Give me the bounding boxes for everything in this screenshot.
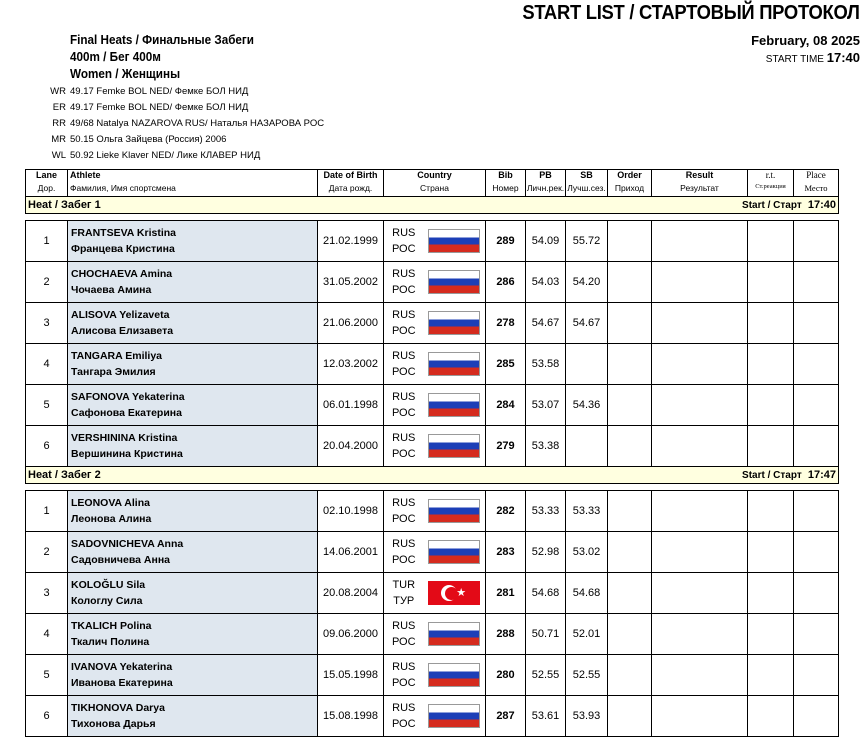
personal-best: 54.68	[526, 573, 566, 614]
col-athlete-ru: Фамилия, Имя спортсмена	[68, 183, 318, 197]
bib-number: 286	[486, 262, 526, 303]
col-dob: Date of Birth	[318, 170, 384, 184]
reaction-time-cell	[748, 221, 794, 262]
country-flag	[424, 303, 486, 344]
reaction-time-cell	[748, 303, 794, 344]
russia-flag-icon	[428, 352, 480, 376]
date-of-birth: 20.04.2000	[318, 426, 384, 467]
place-cell	[794, 532, 839, 573]
order-cell	[608, 303, 652, 344]
country-flag	[424, 532, 486, 573]
lane-number: 4	[26, 614, 68, 655]
athlete-row	[26, 426, 839, 467]
date-of-birth: 14.06.2001	[318, 532, 384, 573]
col-athlete: Athlete	[68, 170, 318, 184]
athlete-name-ru: Алисова Елизавета	[71, 325, 174, 337]
season-best: 55.72	[566, 221, 608, 262]
heat-header	[26, 197, 839, 214]
record-code: WR	[50, 86, 66, 97]
event-discipline: 400m / Бег 400м	[70, 49, 161, 64]
col-sb-ru: Лучш.сез.	[566, 183, 608, 197]
personal-best: 53.33	[526, 491, 566, 532]
personal-best: 54.03	[526, 262, 566, 303]
country-code-ru: РОС	[391, 513, 416, 525]
place-cell	[794, 221, 839, 262]
russia-flag-icon	[428, 704, 480, 728]
date-of-birth: 15.08.1998	[318, 696, 384, 737]
athlete-name-ru: Леонова Алина	[71, 513, 152, 525]
record-code: RR	[52, 118, 66, 129]
reaction-time-cell	[748, 344, 794, 385]
event-round: Final Heats / Финальные Забеги	[70, 32, 255, 47]
bib-number: 282	[486, 491, 526, 532]
order-cell	[608, 532, 652, 573]
start-time-label: START TIME	[765, 54, 824, 65]
lane-number: 3	[26, 573, 68, 614]
col-rt-ru: Ст.реакция	[748, 183, 794, 197]
result-cell	[652, 655, 748, 696]
event-info	[70, 31, 254, 82]
heat-label: Heat / Забег 1	[26, 197, 652, 214]
athlete-name	[68, 573, 318, 614]
country-code-en: RUS	[392, 702, 416, 714]
col-order: Order	[608, 170, 652, 184]
country-code-ru: РОС	[391, 407, 416, 419]
lane-number: 1	[26, 491, 68, 532]
season-best: 52.55	[566, 655, 608, 696]
col-place: Place	[794, 170, 839, 184]
country-code-en: RUS	[392, 497, 416, 509]
athlete-row	[26, 491, 839, 532]
date-of-birth: 21.06.2000	[318, 303, 384, 344]
col-pb-ru: Личн.рек.	[526, 183, 566, 197]
col-country: Country	[384, 170, 486, 184]
athlete-name	[68, 262, 318, 303]
reaction-time-cell	[748, 262, 794, 303]
country-code-en: RUS	[392, 620, 416, 632]
personal-best: 53.38	[526, 426, 566, 467]
place-cell	[794, 426, 839, 467]
athlete-name-ru: Ткалич Полина	[71, 636, 150, 648]
personal-best: 54.67	[526, 303, 566, 344]
country-code-en: RUS	[392, 391, 416, 403]
result-cell	[652, 614, 748, 655]
lane-number: 4	[26, 344, 68, 385]
russia-flag-icon	[428, 499, 480, 523]
heat-header	[26, 467, 839, 484]
col-lane-ru: Дор.	[26, 183, 68, 197]
result-cell	[652, 426, 748, 467]
athlete-name-ru: Францева Кристина	[71, 243, 175, 255]
country-code-en: RUS	[392, 538, 416, 550]
season-best: 52.01	[566, 614, 608, 655]
lane-number: 2	[26, 262, 68, 303]
date-of-birth: 09.06.2000	[318, 614, 384, 655]
record-text: 49.17 Femke BOL NED/ Фемке БОЛ НИД	[70, 102, 249, 113]
heat-spacer	[26, 484, 839, 491]
athlete-name-ru: Чочаева Амина	[71, 284, 152, 296]
athlete-row	[26, 303, 839, 344]
heat-start-time: 17:40	[807, 199, 836, 211]
athlete-name	[68, 426, 318, 467]
athlete-name-ru: Садовничева Анна	[71, 554, 170, 566]
col-result-ru: Результат	[652, 183, 748, 197]
athlete-name-en: VERSHININA Kristina	[71, 432, 178, 444]
country-code	[384, 532, 424, 573]
result-cell	[652, 696, 748, 737]
russia-flag-icon	[428, 622, 480, 646]
result-cell	[652, 344, 748, 385]
event-date: February, 08 2025	[751, 33, 860, 48]
country-code-en: RUS	[392, 432, 416, 444]
reaction-time-cell	[748, 655, 794, 696]
record-text: 50.92 Lieke Klaver NED/ Лике КЛАВЕР НИД	[70, 150, 261, 161]
athlete-name-ru: Вершинина Кристина	[71, 448, 183, 460]
date-of-birth: 02.10.1998	[318, 491, 384, 532]
heat-spacer	[26, 214, 839, 221]
country-flag	[424, 262, 486, 303]
lane-number: 6	[26, 426, 68, 467]
record-text: 50.15 Ольга Зайцева (Россия) 2006	[70, 134, 227, 145]
athlete-name	[68, 491, 318, 532]
athlete-name-en: LEONOVA Alina	[71, 497, 150, 509]
bib-number: 289	[486, 221, 526, 262]
athlete-name-en: FRANTSEVA Kristina	[71, 227, 177, 239]
athlete-name-ru: Сафонова Екатерина	[71, 407, 182, 419]
spacer-cell	[26, 484, 839, 491]
start-time	[766, 50, 860, 65]
personal-best: 53.61	[526, 696, 566, 737]
col-pb: PB	[526, 170, 566, 184]
country-code-en: RUS	[392, 268, 416, 280]
result-cell	[652, 262, 748, 303]
record-text: 49.17 Femke BOL NED/ Фемке БОЛ НИД	[70, 86, 249, 97]
athlete-name-en: TIKHONOVA Darya	[71, 702, 165, 714]
athlete-name-ru: Иванова Екатерина	[71, 677, 173, 689]
heat-start	[652, 197, 839, 214]
order-cell	[608, 385, 652, 426]
country-code	[384, 573, 424, 614]
spacer-cell	[26, 214, 839, 221]
personal-best: 52.55	[526, 655, 566, 696]
athlete-name	[68, 303, 318, 344]
country-code-en: RUS	[392, 661, 416, 673]
heat-start-label: Start / Старт	[742, 470, 802, 481]
place-cell	[794, 696, 839, 737]
result-cell	[652, 303, 748, 344]
lane-number: 5	[26, 385, 68, 426]
athlete-name	[68, 655, 318, 696]
country-flag	[424, 221, 486, 262]
order-cell	[608, 573, 652, 614]
reaction-time-cell	[748, 614, 794, 655]
date-of-birth: 15.05.1998	[318, 655, 384, 696]
record-code: WL	[51, 150, 66, 161]
country-code	[384, 426, 424, 467]
heat-start-label: Start / Старт	[742, 200, 802, 211]
bib-number: 284	[486, 385, 526, 426]
country-code	[384, 655, 424, 696]
athlete-row	[26, 614, 839, 655]
country-flag	[424, 491, 486, 532]
athlete-row	[26, 344, 839, 385]
russia-flag-icon	[428, 311, 480, 335]
season-best	[566, 426, 608, 467]
heat-start-time: 17:47	[807, 469, 836, 481]
country-code-ru: РОС	[391, 284, 416, 296]
reaction-time-cell	[748, 696, 794, 737]
country-code	[384, 696, 424, 737]
athlete-name	[68, 344, 318, 385]
document-title: START LIST / СТАРТОВЫЙ ПРОТОКОЛ	[522, 2, 860, 24]
athlete-name-en: SAFONOVA Yekaterina	[71, 391, 185, 403]
col-country-ru: Страна	[384, 183, 486, 197]
col-place-ru: Место	[794, 183, 839, 197]
country-flag	[424, 344, 486, 385]
order-cell	[608, 614, 652, 655]
order-cell	[608, 344, 652, 385]
country-code-ru: РОС	[391, 677, 416, 689]
athlete-row	[26, 221, 839, 262]
record-code: MR	[51, 134, 66, 145]
russia-flag-icon	[428, 663, 480, 687]
country-code	[384, 491, 424, 532]
place-cell	[794, 614, 839, 655]
country-flag	[424, 696, 486, 737]
country-flag	[424, 426, 486, 467]
athlete-name-en: IVANOVA Yekaterina	[71, 661, 173, 673]
athlete-name-en: KOLOĞLU Sila	[71, 579, 146, 591]
russia-flag-icon	[428, 229, 480, 253]
lane-number: 3	[26, 303, 68, 344]
result-cell	[652, 221, 748, 262]
result-cell	[652, 491, 748, 532]
athlete-name-ru: Тангара Эмилия	[71, 366, 156, 378]
athlete-name	[68, 532, 318, 573]
personal-best: 52.98	[526, 532, 566, 573]
athlete-name-ru: Кологлу Сила	[71, 595, 143, 607]
country-code	[384, 614, 424, 655]
reaction-time-cell	[748, 491, 794, 532]
country-code-ru: РОС	[391, 636, 416, 648]
athlete-row	[26, 573, 839, 614]
reaction-time-cell	[748, 532, 794, 573]
athlete-row	[26, 696, 839, 737]
heat-label: Heat / Забег 2	[26, 467, 652, 484]
country-flag	[424, 655, 486, 696]
date-of-birth: 21.02.1999	[318, 221, 384, 262]
place-cell	[794, 344, 839, 385]
athlete-name	[68, 385, 318, 426]
country-code-ru: РОС	[391, 718, 416, 730]
country-flag	[424, 573, 486, 614]
country-code-ru: РОС	[391, 366, 416, 378]
order-cell	[608, 262, 652, 303]
order-cell	[608, 696, 652, 737]
bib-number: 281	[486, 573, 526, 614]
country-code	[384, 344, 424, 385]
order-cell	[608, 221, 652, 262]
date-of-birth: 31.05.2002	[318, 262, 384, 303]
bib-number: 279	[486, 426, 526, 467]
russia-flag-icon	[428, 393, 480, 417]
date-of-birth: 06.01.1998	[318, 385, 384, 426]
country-flag	[424, 614, 486, 655]
result-cell	[652, 385, 748, 426]
bib-number: 285	[486, 344, 526, 385]
event-category: Women / Женщины	[70, 66, 181, 81]
athlete-row	[26, 532, 839, 573]
country-code-ru: РОС	[391, 325, 416, 337]
country-code-en: TUR	[392, 579, 416, 591]
bib-number: 288	[486, 614, 526, 655]
col-dob-ru: Дата рожд.	[318, 183, 384, 197]
country-code-en: RUS	[392, 227, 416, 239]
season-best: 54.68	[566, 573, 608, 614]
turkey-flag-icon: ★	[428, 581, 480, 605]
country-code	[384, 303, 424, 344]
result-cell	[652, 532, 748, 573]
bib-number: 283	[486, 532, 526, 573]
athlete-row	[26, 385, 839, 426]
heat-start	[652, 467, 839, 484]
season-best: 54.36	[566, 385, 608, 426]
athlete-name-ru: Тихонова Дарья	[71, 718, 156, 730]
place-cell	[794, 262, 839, 303]
athlete-name	[68, 696, 318, 737]
date-of-birth: 12.03.2002	[318, 344, 384, 385]
reaction-time-cell	[748, 426, 794, 467]
lane-number: 6	[26, 696, 68, 737]
country-code	[384, 262, 424, 303]
personal-best: 50.71	[526, 614, 566, 655]
athlete-name-en: TANGARA Emiliya	[71, 350, 163, 362]
country-code-ru: РОС	[391, 243, 416, 255]
personal-best: 54.09	[526, 221, 566, 262]
bib-number: 280	[486, 655, 526, 696]
russia-flag-icon	[428, 270, 480, 294]
russia-flag-icon	[428, 540, 480, 564]
country-flag	[424, 385, 486, 426]
athlete-name-en: SADOVNICHEVA Anna	[71, 538, 184, 550]
bib-number: 278	[486, 303, 526, 344]
col-rt: r.t.	[748, 170, 794, 184]
col-result: Result	[652, 170, 748, 184]
season-best: 53.02	[566, 532, 608, 573]
col-bib: Bib	[486, 170, 526, 184]
reaction-time-cell	[748, 385, 794, 426]
order-cell	[608, 655, 652, 696]
country-code-en: RUS	[392, 350, 416, 362]
athlete-name-en: TKALICH Polina	[71, 620, 152, 632]
start-list-table	[25, 169, 839, 737]
personal-best: 53.07	[526, 385, 566, 426]
personal-best: 53.58	[526, 344, 566, 385]
order-cell	[608, 491, 652, 532]
country-code-ru: РОС	[391, 448, 416, 460]
russia-flag-icon	[428, 434, 480, 458]
lane-number: 1	[26, 221, 68, 262]
col-order-ru: Приход	[608, 183, 652, 197]
athlete-row	[26, 655, 839, 696]
lane-number: 2	[26, 532, 68, 573]
country-code-ru: РОС	[391, 554, 416, 566]
season-best: 54.20	[566, 262, 608, 303]
athlete-row	[26, 262, 839, 303]
reaction-time-cell	[748, 573, 794, 614]
country-code-en: RUS	[392, 309, 416, 321]
athlete-name	[68, 614, 318, 655]
country-code	[384, 221, 424, 262]
order-cell	[608, 426, 652, 467]
country-code	[384, 385, 424, 426]
col-sb: SB	[566, 170, 608, 184]
place-cell	[794, 573, 839, 614]
start-time-value: 17:40	[826, 50, 860, 65]
season-best: 53.33	[566, 491, 608, 532]
bib-number: 287	[486, 696, 526, 737]
country-code-ru: ТУР	[393, 595, 415, 607]
athlete-name	[68, 221, 318, 262]
athlete-name-en: ALISOVA Yelizaveta	[71, 309, 170, 321]
season-best: 53.93	[566, 696, 608, 737]
record-code: ER	[52, 102, 66, 113]
place-cell	[794, 491, 839, 532]
athlete-name-en: CHOCHAEVA Amina	[71, 268, 173, 280]
place-cell	[794, 385, 839, 426]
season-best: 54.67	[566, 303, 608, 344]
result-cell	[652, 573, 748, 614]
record-text: 49/68 Natalya NAZAROVA RUS/ Наталья НАЗАРОВА РОС	[70, 118, 325, 129]
place-cell	[794, 303, 839, 344]
lane-number: 5	[26, 655, 68, 696]
col-bib-ru: Номер	[486, 183, 526, 197]
season-best	[566, 344, 608, 385]
place-cell	[794, 655, 839, 696]
date-of-birth: 20.08.2004	[318, 573, 384, 614]
col-lane: Lane	[26, 170, 68, 184]
